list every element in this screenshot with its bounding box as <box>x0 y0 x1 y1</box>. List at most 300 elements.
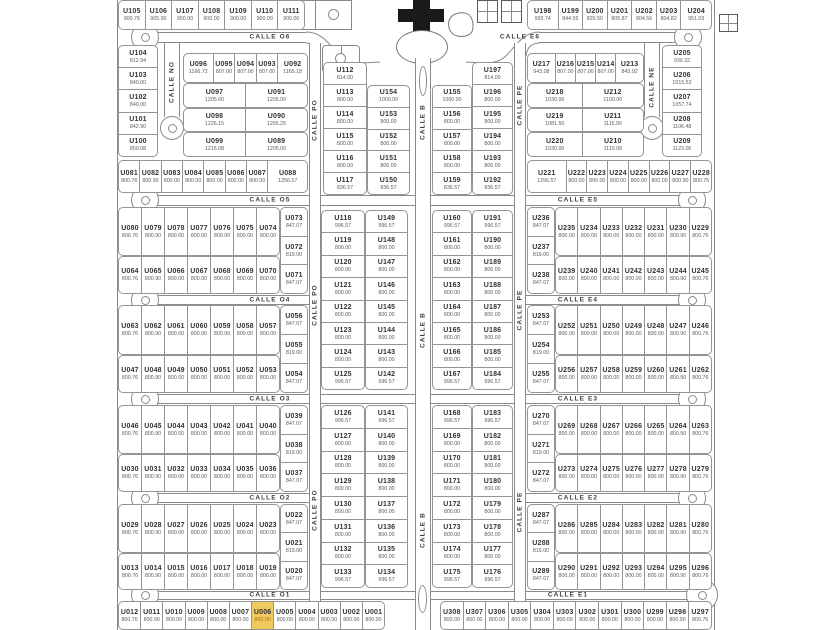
lot-U232[interactable]: U232 800.00 <box>622 208 644 255</box>
lot-U270[interactable]: U270 847.07 <box>532 412 550 427</box>
lot-U274[interactable]: U274 800.00 <box>577 455 599 491</box>
lot-U018[interactable]: U018 800.00 <box>233 554 256 589</box>
lot-U174[interactable]: U174 800.00 <box>433 542 471 565</box>
lot-U019[interactable]: U019 800.00 <box>256 554 279 589</box>
lot-U033[interactable]: U033 800.00 <box>187 455 210 491</box>
lot-U104[interactable]: U104 812.94 <box>129 49 147 64</box>
lot-U275[interactable]: U275 800.00 <box>600 455 622 491</box>
lot-U256[interactable]: U256 800.00 <box>557 367 576 381</box>
lot-U071[interactable]: U071 847.07 <box>281 264 307 293</box>
lot-U013[interactable]: U013 800.76 <box>121 564 139 579</box>
lot-U024[interactable]: U024 800.00 <box>233 505 256 552</box>
lot-U143[interactable]: U143 800.00 <box>366 344 407 366</box>
lot-U255[interactable]: U255 847.07 <box>528 363 554 392</box>
lot-U235[interactable]: U235 800.00 <box>557 224 576 239</box>
lot-U105[interactable]: U105 900.76 <box>123 8 141 22</box>
lot-U023[interactable]: U023 800.00 <box>256 505 279 552</box>
lot-U122[interactable]: U122 800.00 <box>322 300 364 322</box>
lot-U076[interactable]: U076 800.00 <box>210 208 233 255</box>
lot-U009[interactable]: U009 800.00 <box>185 602 207 629</box>
lot-U222[interactable]: U222 800.00 <box>566 161 587 192</box>
lot-U160[interactable]: U160 996.57 <box>443 214 461 229</box>
lot-U197[interactable]: U197 814.00 <box>483 66 502 81</box>
lot-U203[interactable]: U203 804.82 <box>656 1 681 29</box>
lot-U035[interactable]: U035 800.00 <box>233 455 256 491</box>
lot-U233[interactable]: U233 800.00 <box>600 208 622 255</box>
lot-U052[interactable]: U052 800.00 <box>233 356 256 392</box>
lot-U017[interactable]: U017 800.00 <box>210 554 233 589</box>
lot-U220[interactable]: U220 1030.00 <box>545 137 565 152</box>
lot-U121[interactable]: U121 800.00 <box>322 277 364 299</box>
lot-U182[interactable]: U182 800.00 <box>473 428 512 451</box>
lot-U195[interactable]: U195 800.00 <box>473 106 512 128</box>
lot-U157[interactable]: U157 800.00 <box>433 129 471 151</box>
lot-U260[interactable]: U260 800.00 <box>644 356 666 392</box>
lot-U044[interactable]: U044 800.00 <box>164 406 187 453</box>
lot-U011[interactable]: U011 800.90 <box>140 602 162 629</box>
lot-U097[interactable]: U097 1205.00 <box>204 88 225 103</box>
lot-U131[interactable]: U131 800.00 <box>322 519 364 542</box>
lot-U125[interactable]: U125 996.57 <box>322 367 364 389</box>
lot-U051[interactable]: U051 800.00 <box>210 356 233 392</box>
lot-U264[interactable]: U264 800.90 <box>666 406 688 453</box>
lot-U214[interactable]: U214 807.00 <box>595 54 615 82</box>
lot-U163[interactable]: U163 800.00 <box>433 277 471 299</box>
lot-U103[interactable]: U103 840.00 <box>119 67 157 89</box>
lot-U026[interactable]: U026 800.00 <box>187 505 210 552</box>
lot-U262[interactable]: U262 800.76 <box>689 356 711 392</box>
lot-U106[interactable]: U106 905.90 <box>145 1 172 29</box>
lot-U257[interactable]: U257 800.00 <box>577 356 599 392</box>
lot-U164[interactable]: U164 800.00 <box>433 300 471 322</box>
lot-U167[interactable]: U167 996.57 <box>433 367 471 389</box>
lot-U117[interactable]: U117 836.57 <box>324 172 366 194</box>
lot-U056[interactable]: U056 847.07 <box>285 313 303 327</box>
lot-U215[interactable]: U215 807.00 <box>575 54 595 82</box>
lot-U285[interactable]: U285 800.00 <box>577 505 599 552</box>
lot-U061[interactable]: U061 800.00 <box>164 306 187 354</box>
lot-U284[interactable]: U284 800.00 <box>600 505 622 552</box>
lot-U286[interactable]: U286 800.00 <box>557 521 576 536</box>
lot-U259[interactable]: U259 800.00 <box>622 356 644 392</box>
lot-U124[interactable]: U124 800.00 <box>322 344 364 366</box>
lot-U054[interactable]: U054 847.07 <box>281 363 307 392</box>
lot-U266[interactable]: U266 800.00 <box>622 406 644 453</box>
lot-U031[interactable]: U031 800.90 <box>141 455 164 491</box>
lot-U271[interactable]: U271 819.00 <box>528 434 554 463</box>
lot-U228[interactable]: U228 800.76 <box>690 161 711 192</box>
lot-U193[interactable]: U193 800.00 <box>473 150 512 172</box>
lot-U265[interactable]: U265 800.00 <box>644 406 666 453</box>
lot-U209[interactable]: U209 1123.06 <box>663 134 701 156</box>
lot-U171[interactable]: U171 800.00 <box>433 473 471 496</box>
lot-U272[interactable]: U272 847.07 <box>528 462 554 491</box>
lot-U093[interactable]: U093 807.00 <box>256 54 278 82</box>
lot-U188[interactable]: U188 800.00 <box>473 277 512 299</box>
lot-U095[interactable]: U095 807.00 <box>213 54 235 82</box>
lot-U211[interactable]: U211 1115.90 <box>582 109 643 131</box>
lot-U042[interactable]: U042 800.00 <box>210 406 233 453</box>
lot-U269[interactable]: U269 800.00 <box>557 422 576 437</box>
lot-U206[interactable]: U206 1015.52 <box>663 67 701 89</box>
lot-U111[interactable]: U111 900.00 <box>277 1 304 29</box>
lot-U241[interactable]: U241 800.00 <box>600 257 622 293</box>
lot-U001[interactable]: U001 800.00 <box>362 602 384 629</box>
lot-U299[interactable]: U299 800.00 <box>643 602 666 629</box>
lot-U010[interactable]: U010 800.00 <box>162 602 184 629</box>
lot-U226[interactable]: U226 800.00 <box>649 161 670 192</box>
lot-U237[interactable]: U237 819.00 <box>528 236 554 265</box>
lot-U287[interactable]: U287 847.07 <box>532 511 550 526</box>
lot-U050[interactable]: U050 800.00 <box>187 356 210 392</box>
lot-U067[interactable]: U067 800.00 <box>187 257 210 293</box>
lot-U161[interactable]: U161 800.00 <box>433 232 471 254</box>
lot-U135[interactable]: U135 800.00 <box>366 542 407 565</box>
lot-U210[interactable]: U210 1110.08 <box>582 133 643 156</box>
lot-U119[interactable]: U119 800.00 <box>322 232 364 254</box>
lot-U130[interactable]: U130 800.00 <box>322 496 364 519</box>
lot-U028[interactable]: U028 800.90 <box>141 505 164 552</box>
lot-U240[interactable]: U240 800.00 <box>577 257 599 293</box>
lot-U108[interactable]: U108 900.00 <box>198 1 225 29</box>
lot-U150[interactable]: U150 836.57 <box>368 172 409 194</box>
lot-U301[interactable]: U301 800.00 <box>598 602 621 629</box>
lot-U151[interactable]: U151 800.00 <box>368 150 409 172</box>
lot-U254[interactable]: U254 819.00 <box>528 334 554 363</box>
lot-U058[interactable]: U058 800.00 <box>233 306 256 354</box>
lot-U190[interactable]: U190 800.00 <box>473 232 512 254</box>
lot-U083[interactable]: U083 800.00 <box>161 161 182 192</box>
lot-U298[interactable]: U298 800.90 <box>666 602 689 629</box>
lot-U030[interactable]: U030 800.76 <box>121 466 139 480</box>
lot-U144[interactable]: U144 800.00 <box>366 322 407 344</box>
lot-U060[interactable]: U060 800.00 <box>187 306 210 354</box>
lot-U178[interactable]: U178 800.00 <box>473 519 512 542</box>
lot-U002[interactable]: U002 800.00 <box>340 602 362 629</box>
lot-U115[interactable]: U115 800.00 <box>324 128 366 150</box>
lot-U047[interactable]: U047 800.76 <box>121 367 139 381</box>
lot-U132[interactable]: U132 800.00 <box>322 542 364 565</box>
lot-U242[interactable]: U242 800.00 <box>622 257 644 293</box>
lot-U063[interactable]: U063 800.76 <box>121 323 139 337</box>
lot-U291[interactable]: U291 800.00 <box>577 554 599 589</box>
lot-U176[interactable]: U176 996.57 <box>473 564 512 587</box>
lot-U036[interactable]: U036 800.00 <box>256 455 279 491</box>
lot-U282[interactable]: U282 800.00 <box>644 505 666 552</box>
lot-U207[interactable]: U207 1057.74 <box>663 89 701 111</box>
lot-U096[interactable]: U096 1166.72 <box>188 61 208 75</box>
lot-U181[interactable]: U181 800.00 <box>473 451 512 474</box>
lot-U245[interactable]: U245 800.76 <box>689 257 711 293</box>
lot-U166[interactable]: U166 800.00 <box>433 344 471 366</box>
lot-U279[interactable]: U279 800.76 <box>689 455 711 491</box>
lot-U293[interactable]: U293 800.00 <box>622 554 644 589</box>
lot-U094[interactable]: U094 807.00 <box>234 54 256 82</box>
lot-U165[interactable]: U165 800.00 <box>433 322 471 344</box>
lot-U110[interactable]: U110 900.00 <box>251 1 278 29</box>
lot-U253[interactable]: U253 847.07 <box>532 313 550 327</box>
lot-U168[interactable]: U168 996.57 <box>443 409 461 424</box>
lot-U078[interactable]: U078 800.00 <box>164 208 187 255</box>
lot-U004[interactable]: U004 800.00 <box>295 602 317 629</box>
lot-U162[interactable]: U162 800.00 <box>433 255 471 277</box>
lot-U306[interactable]: U306 800.00 <box>485 602 508 629</box>
lot-U227[interactable]: U227 800.90 <box>669 161 690 192</box>
lot-U116[interactable]: U116 800.00 <box>324 150 366 172</box>
lot-U208[interactable]: U208 1106.48 <box>663 112 701 134</box>
lot-U192[interactable]: U192 836.57 <box>473 172 512 194</box>
lot-U175[interactable]: U175 996.57 <box>433 564 471 587</box>
lot-U123[interactable]: U123 800.00 <box>322 322 364 344</box>
lot-U184[interactable]: U184 996.57 <box>473 367 512 389</box>
lot-U133[interactable]: U133 996.57 <box>322 564 364 587</box>
lot-U136[interactable]: U136 800.00 <box>366 519 407 542</box>
lot-U092[interactable]: U092 1165.18 <box>277 54 307 82</box>
lot-U082[interactable]: U082 800.90 <box>139 161 160 192</box>
lot-U039[interactable]: U039 847.07 <box>285 412 303 427</box>
lot-U037[interactable]: U037 847.07 <box>281 462 307 491</box>
lot-U183[interactable]: U183 996.57 <box>483 409 502 424</box>
lot-U236[interactable]: U236 847.07 <box>532 214 550 229</box>
lot-U200[interactable]: U200 820.50 <box>582 1 607 29</box>
lot-U055[interactable]: U055 819.00 <box>281 334 307 363</box>
lot-U100[interactable]: U100 850.08 <box>119 134 157 156</box>
lot-U099[interactable]: U099 1215.08 <box>204 137 225 152</box>
lot-U283[interactable]: U283 800.00 <box>622 505 644 552</box>
lot-U062[interactable]: U062 800.90 <box>141 306 164 354</box>
lot-U177[interactable]: U177 800.00 <box>473 542 512 565</box>
lot-U198[interactable]: U198 993.74 <box>533 8 552 22</box>
lot-U248[interactable]: U248 800.00 <box>644 306 666 354</box>
lot-U159[interactable]: U159 836.57 <box>433 172 471 194</box>
lot-U134[interactable]: U134 996.57 <box>366 564 407 587</box>
lot-U225[interactable]: U225 800.00 <box>628 161 649 192</box>
lot-U027[interactable]: U027 800.00 <box>164 505 187 552</box>
lot-U251[interactable]: U251 800.00 <box>577 306 599 354</box>
lot-U064[interactable]: U064 800.76 <box>121 268 139 282</box>
lot-U090[interactable]: U090 1265.25 <box>245 109 307 131</box>
lot-U129[interactable]: U129 800.00 <box>322 473 364 496</box>
lot-U267[interactable]: U267 800.00 <box>600 406 622 453</box>
lot-U057[interactable]: U057 800.00 <box>256 306 279 354</box>
lot-U148[interactable]: U148 800.00 <box>366 232 407 254</box>
lot-U278[interactable]: U278 800.90 <box>666 455 688 491</box>
lot-U153[interactable]: U153 800.00 <box>368 107 409 129</box>
lot-U086[interactable]: U086 800.00 <box>225 161 246 192</box>
lot-U289[interactable]: U289 847.07 <box>528 561 554 589</box>
lot-U074[interactable]: U074 800.00 <box>256 208 279 255</box>
lot-U280[interactable]: U280 800.76 <box>689 505 711 552</box>
lot-U075[interactable]: U075 800.00 <box>233 208 256 255</box>
lot-U303[interactable]: U303 800.00 <box>553 602 576 629</box>
lot-U234[interactable]: U234 800.00 <box>577 208 599 255</box>
lot-U081[interactable]: U081 800.76 <box>120 169 138 184</box>
lot-U231[interactable]: U231 800.00 <box>644 208 666 255</box>
lot-U005[interactable]: U005 800.00 <box>273 602 295 629</box>
lot-U045[interactable]: U045 800.90 <box>141 406 164 453</box>
lot-U307[interactable]: U307 800.00 <box>463 602 486 629</box>
lot-U296[interactable]: U296 800.76 <box>689 554 711 589</box>
lot-U180[interactable]: U180 800.00 <box>473 473 512 496</box>
lot-U297[interactable]: U297 800.76 <box>688 602 711 629</box>
lot-U080[interactable]: U080 800.76 <box>121 224 139 239</box>
lot-U102[interactable]: U102 840.00 <box>119 89 157 111</box>
lot-U137[interactable]: U137 800.00 <box>366 496 407 519</box>
lot-U263[interactable]: U263 800.76 <box>689 406 711 453</box>
lot-U041[interactable]: U041 800.00 <box>233 406 256 453</box>
lot-U223[interactable]: U223 800.00 <box>586 161 607 192</box>
lot-U205[interactable]: U205 939.32 <box>673 49 691 64</box>
lot-U021[interactable]: U021 819.00 <box>281 532 307 560</box>
lot-U012[interactable]: U012 800.76 <box>120 608 139 623</box>
lot-U008[interactable]: U008 800.00 <box>207 602 229 629</box>
lot-U302[interactable]: U302 800.00 <box>575 602 598 629</box>
lot-U155[interactable]: U155 1000.00 <box>442 89 462 104</box>
lot-U089[interactable]: U089 1205.00 <box>245 133 307 156</box>
lot-U152[interactable]: U152 800.00 <box>368 129 409 151</box>
lot-U038[interactable]: U038 819.00 <box>281 434 307 463</box>
lot-U073[interactable]: U073 847.07 <box>285 214 303 229</box>
lot-U179[interactable]: U179 800.00 <box>473 496 512 519</box>
lot-U304[interactable]: U304 800.00 <box>530 602 553 629</box>
lot-U126[interactable]: U126 996.57 <box>334 409 352 424</box>
lot-U158[interactable]: U158 800.00 <box>433 150 471 172</box>
lot-U025[interactable]: U025 800.00 <box>210 505 233 552</box>
lot-U247[interactable]: U247 800.90 <box>666 306 688 354</box>
lot-U066[interactable]: U066 800.00 <box>164 257 187 293</box>
lot-U140[interactable]: U140 800.00 <box>366 428 407 451</box>
lot-U109[interactable]: U109 900.00 <box>224 1 251 29</box>
lot-U244[interactable]: U244 800.90 <box>666 257 688 293</box>
lot-U040[interactable]: U040 800.00 <box>256 406 279 453</box>
lot-U239[interactable]: U239 800.00 <box>557 268 576 282</box>
lot-U191[interactable]: U191 996.57 <box>483 214 502 229</box>
lot-U261[interactable]: U261 800.90 <box>666 356 688 392</box>
lot-U189[interactable]: U189 800.00 <box>473 255 512 277</box>
lot-U290[interactable]: U290 800.00 <box>557 564 576 579</box>
lot-U281[interactable]: U281 800.90 <box>666 505 688 552</box>
lot-U212[interactable]: U212 1100.00 <box>582 84 643 107</box>
lot-U015[interactable]: U015 800.00 <box>164 554 187 589</box>
lot-U199[interactable]: U199 844.55 <box>558 1 583 29</box>
lot-U219[interactable]: U219 1081.50 <box>545 113 565 127</box>
lot-U202[interactable]: U202 804.56 <box>631 1 656 29</box>
lot-U308[interactable]: U308 800.00 <box>443 608 461 623</box>
lot-U229[interactable]: U229 800.76 <box>689 208 711 255</box>
lot-U170[interactable]: U170 800.00 <box>433 451 471 474</box>
lot-U201[interactable]: U201 805.87 <box>607 1 632 29</box>
lot-U156[interactable]: U156 800.00 <box>433 107 471 129</box>
lot-U120[interactable]: U120 800.00 <box>322 255 364 277</box>
lot-U277[interactable]: U277 800.00 <box>644 455 666 491</box>
lot-U048[interactable]: U048 800.90 <box>141 356 164 392</box>
lot-U154[interactable]: U154 1000.00 <box>378 89 399 104</box>
lot-U250[interactable]: U250 800.00 <box>600 306 622 354</box>
lot-U224[interactable]: U224 800.00 <box>607 161 628 192</box>
lot-U300[interactable]: U300 800.00 <box>621 602 644 629</box>
lot-U127[interactable]: U127 800.00 <box>322 428 364 451</box>
lot-U087[interactable]: U087 800.00 <box>246 161 267 192</box>
lot-U243[interactable]: U243 800.00 <box>644 257 666 293</box>
lot-U007[interactable]: U007 800.00 <box>229 602 251 629</box>
lot-U268[interactable]: U268 800.00 <box>577 406 599 453</box>
lot-U022[interactable]: U022 847.07 <box>285 511 303 526</box>
lot-U221[interactable]: U221 1256.57 <box>537 169 557 184</box>
lot-U069[interactable]: U069 800.00 <box>233 257 256 293</box>
lot-U003[interactable]: U003 800.00 <box>318 602 340 629</box>
lot-U006[interactable]: U006 800.00 <box>251 602 273 629</box>
lot-U085[interactable]: U085 800.00 <box>203 161 224 192</box>
lot-U305[interactable]: U305 800.00 <box>508 602 531 629</box>
lot-U034[interactable]: U034 800.00 <box>210 455 233 491</box>
lot-U146[interactable]: U146 800.00 <box>366 277 407 299</box>
lot-U072[interactable]: U072 819.00 <box>281 236 307 265</box>
lot-U258[interactable]: U258 800.00 <box>600 356 622 392</box>
lot-U032[interactable]: U032 800.00 <box>164 455 187 491</box>
lot-U273[interactable]: U273 800.00 <box>557 466 576 480</box>
lot-U213[interactable]: U213 843.92 <box>615 54 643 82</box>
lot-U194[interactable]: U194 800.00 <box>473 128 512 150</box>
lot-U070[interactable]: U070 800.00 <box>256 257 279 293</box>
lot-U246[interactable]: U246 800.76 <box>689 306 711 354</box>
lot-U068[interactable]: U068 800.00 <box>210 257 233 293</box>
lot-U187[interactable]: U187 800.00 <box>473 300 512 322</box>
lot-U145[interactable]: U145 800.00 <box>366 300 407 322</box>
lot-U084[interactable]: U084 800.00 <box>182 161 203 192</box>
lot-U046[interactable]: U046 800.76 <box>121 422 139 437</box>
lot-U091[interactable]: U091 1205.00 <box>245 84 307 107</box>
lot-U043[interactable]: U043 800.00 <box>187 406 210 453</box>
lot-U142[interactable]: U142 996.57 <box>366 367 407 389</box>
lot-U276[interactable]: U276 800.00 <box>622 455 644 491</box>
lot-U185[interactable]: U185 800.00 <box>473 344 512 366</box>
lot-U029[interactable]: U029 800.76 <box>121 521 139 536</box>
lot-U020[interactable]: U020 847.07 <box>281 561 307 589</box>
lot-U053[interactable]: U053 800.00 <box>256 356 279 392</box>
lot-U292[interactable]: U292 800.00 <box>600 554 622 589</box>
lot-U065[interactable]: U065 800.90 <box>141 257 164 293</box>
lot-U113[interactable]: U113 800.00 <box>324 84 366 106</box>
lot-U101[interactable]: U101 842.90 <box>119 112 157 134</box>
lot-U016[interactable]: U016 800.00 <box>187 554 210 589</box>
lot-U249[interactable]: U249 800.00 <box>622 306 644 354</box>
lot-U172[interactable]: U172 800.00 <box>433 496 471 519</box>
lot-U118[interactable]: U118 996.57 <box>334 214 352 229</box>
lot-U252[interactable]: U252 800.00 <box>557 323 576 337</box>
lot-U014[interactable]: U014 800.90 <box>141 554 164 589</box>
lot-U288[interactable]: U288 819.00 <box>528 532 554 560</box>
lot-U230[interactable]: U230 800.90 <box>666 208 688 255</box>
lot-U186[interactable]: U186 800.00 <box>473 322 512 344</box>
lot-U112[interactable]: U112 814.00 <box>336 66 354 81</box>
lot-U139[interactable]: U139 800.00 <box>366 451 407 474</box>
lot-U077[interactable]: U077 800.00 <box>187 208 210 255</box>
lot-U141[interactable]: U141 996.57 <box>377 409 396 424</box>
lot-U079[interactable]: U079 800.90 <box>141 208 164 255</box>
lot-U138[interactable]: U138 800.00 <box>366 473 407 496</box>
lot-U294[interactable]: U294 800.00 <box>644 554 666 589</box>
lot-U169[interactable]: U169 800.00 <box>433 428 471 451</box>
lot-U059[interactable]: U059 800.00 <box>210 306 233 354</box>
lot-U173[interactable]: U173 800.00 <box>433 519 471 542</box>
lot-U218[interactable]: U218 1030.00 <box>545 88 565 103</box>
lot-U196[interactable]: U196 800.00 <box>473 84 512 106</box>
lot-U049[interactable]: U049 800.00 <box>164 356 187 392</box>
lot-U147[interactable]: U147 800.00 <box>366 255 407 277</box>
lot-U114[interactable]: U114 800.00 <box>324 106 366 128</box>
lot-U295[interactable]: U295 800.90 <box>666 554 688 589</box>
lot-U217[interactable]: U217 943.08 <box>532 61 551 75</box>
